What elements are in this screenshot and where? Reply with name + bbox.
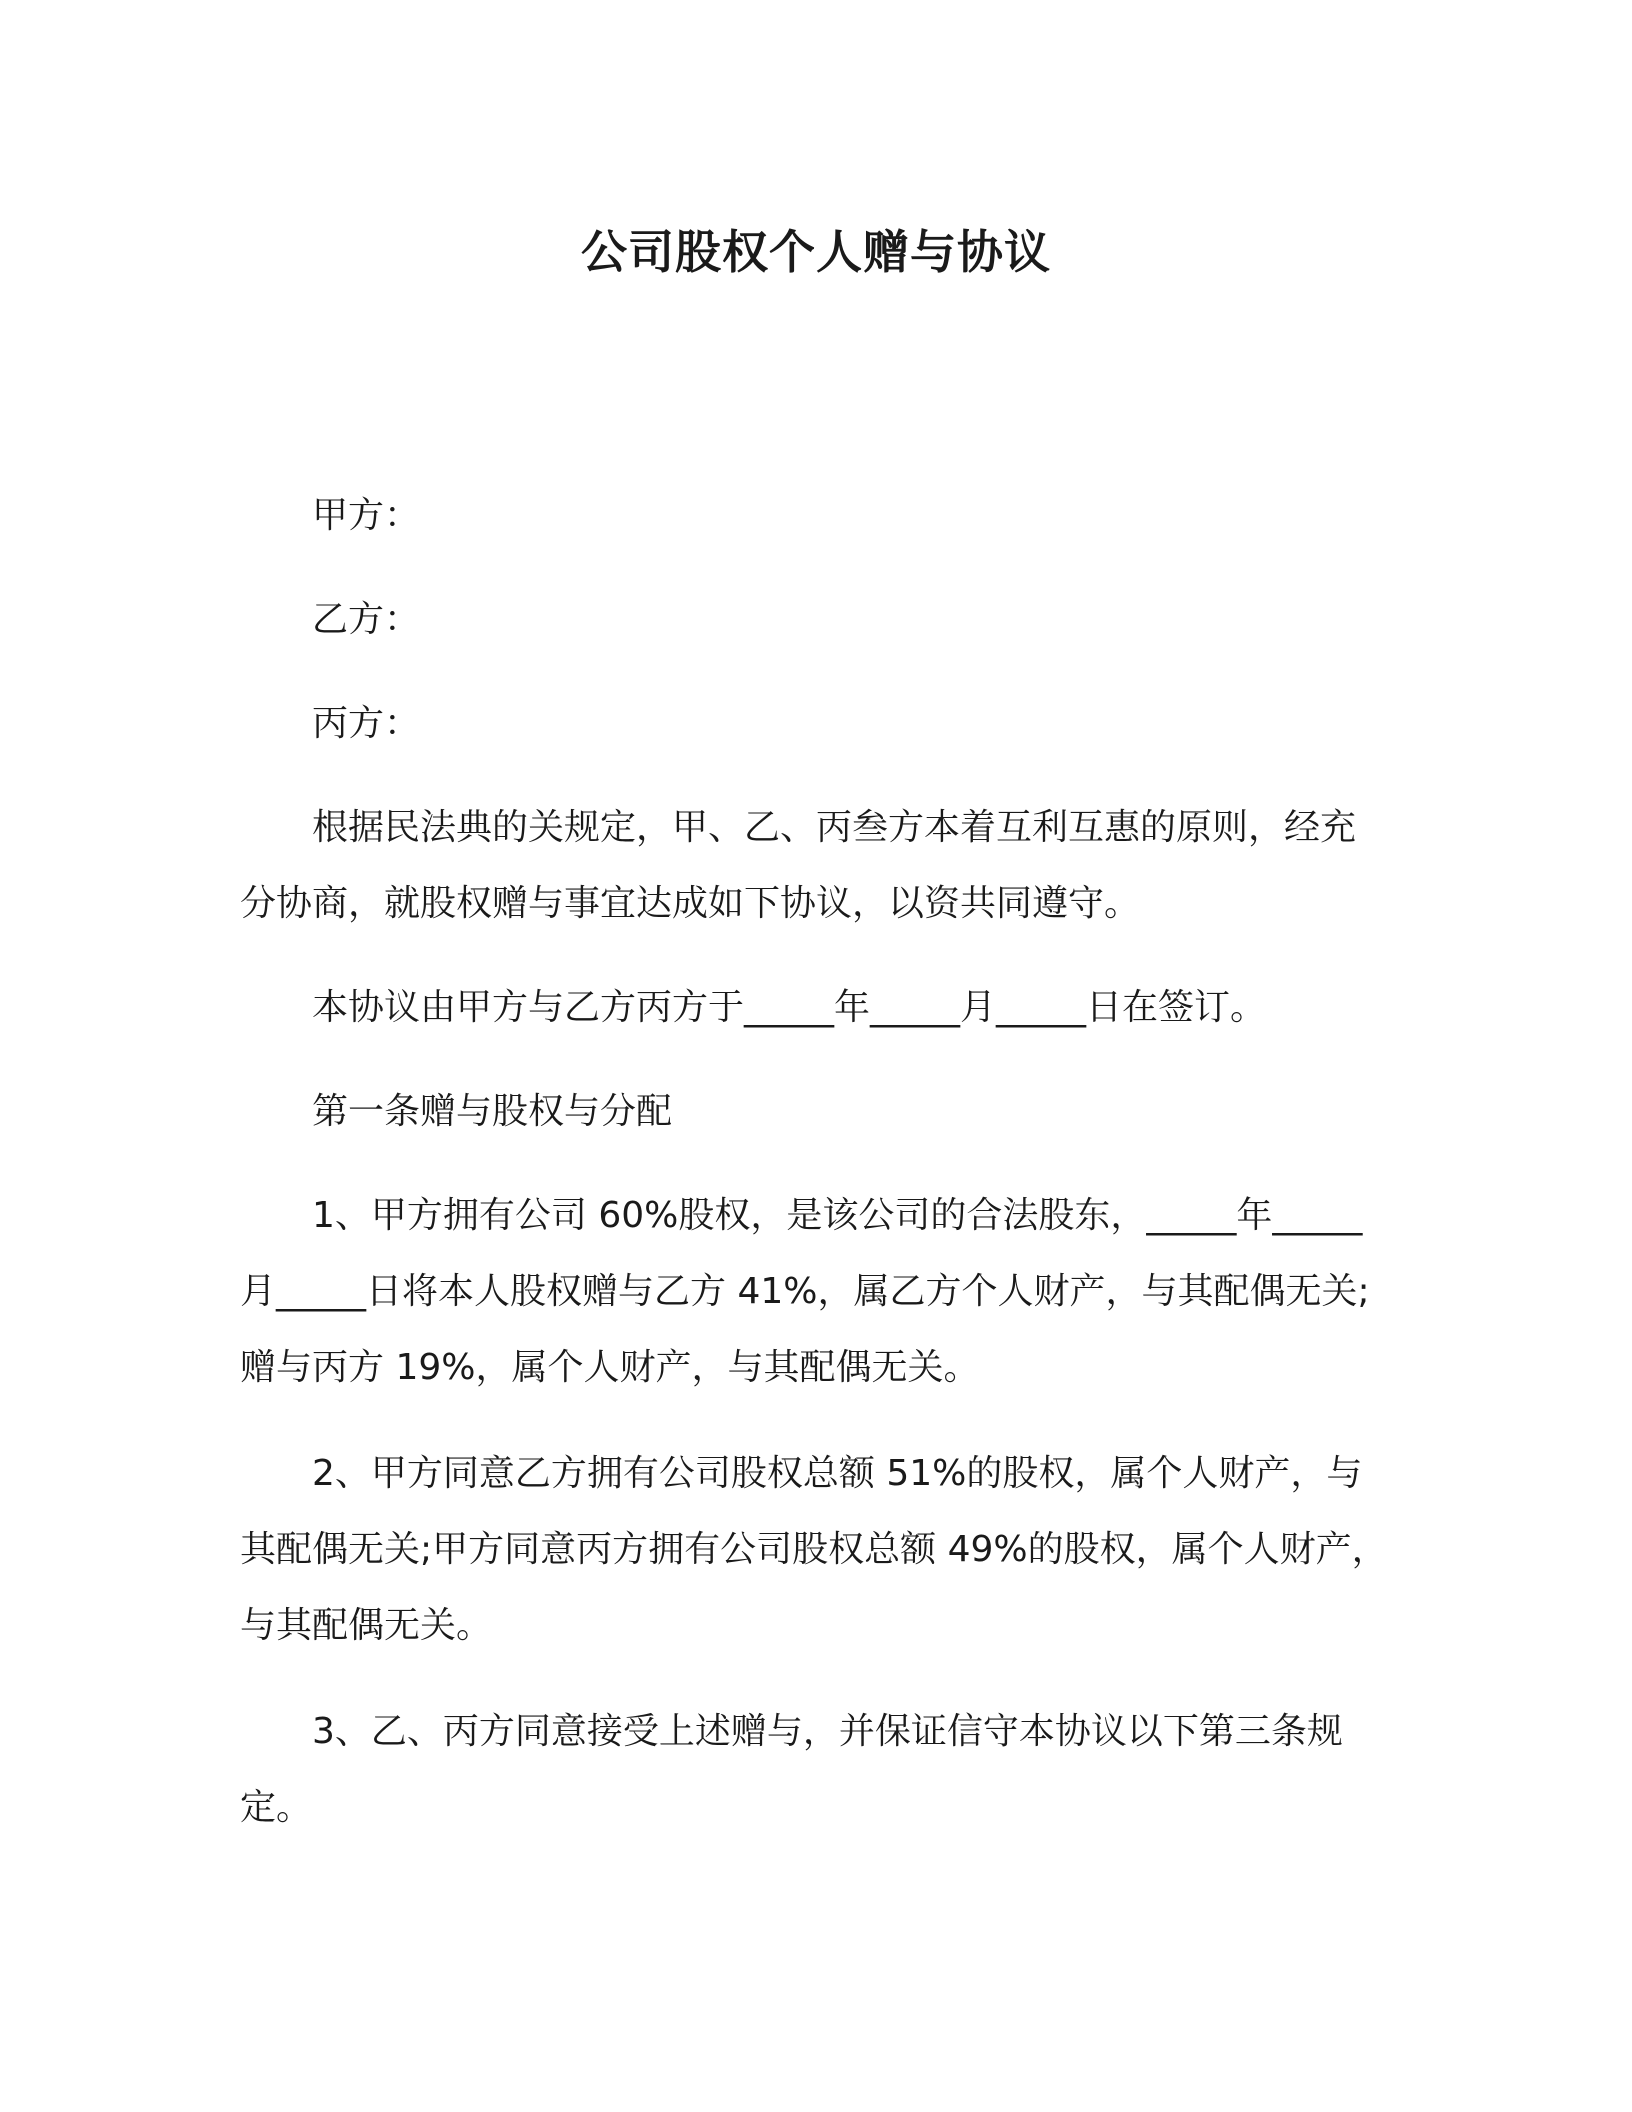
- clause-3-block: [240, 1694, 1390, 1846]
- article-1-heading: 第一条赠与股权与分配: [312, 1091, 673, 1132]
- party-a-line: 甲方：: [312, 495, 421, 536]
- clause-1-paragraph: 1、甲方拥有公司 60%股权，是该公司的合法股东，_____年_____月_____日将本人股权赠与乙方 41%，属乙方个人财产，与其配偶无关;赠与丙方 19%，属个人财产，与其配偶无关。: [240, 1195, 1370, 1388]
- signing-block: [240, 970, 1390, 1046]
- party-list: [240, 478, 1390, 762]
- clause-2-paragraph: 2、甲方同意乙方拥有公司股权总额 51%的股权，属个人财产，与其配偶无关;甲方同意丙方拥有公司股权总额 49%的股权，属个人财产，与其配偶无关。: [240, 1453, 1388, 1646]
- preamble-paragraph: 根据民法典的关规定，甲、乙、丙叁方本着互利互惠的原则，经充分协商，就股权赠与事宜达成如下协议，以资共同遵守。: [240, 807, 1357, 924]
- clause-2-block: [240, 1436, 1390, 1664]
- party-b-line: 乙方：: [312, 599, 421, 640]
- article-1-block: [240, 1074, 1390, 1150]
- document-title: 公司股权个人赠与协议: [581, 225, 1051, 279]
- party-c-line: 丙方：: [312, 703, 421, 744]
- clause-3-paragraph: 3、乙、丙方同意接受上述赠与，并保证信守本协议以下第三条规定。: [240, 1711, 1343, 1828]
- preamble-block: [240, 790, 1390, 942]
- signing-paragraph: 本协议由甲方与乙方丙方于_____年_____月_____日在签订。: [312, 987, 1267, 1028]
- clause-1-block: [240, 1178, 1390, 1406]
